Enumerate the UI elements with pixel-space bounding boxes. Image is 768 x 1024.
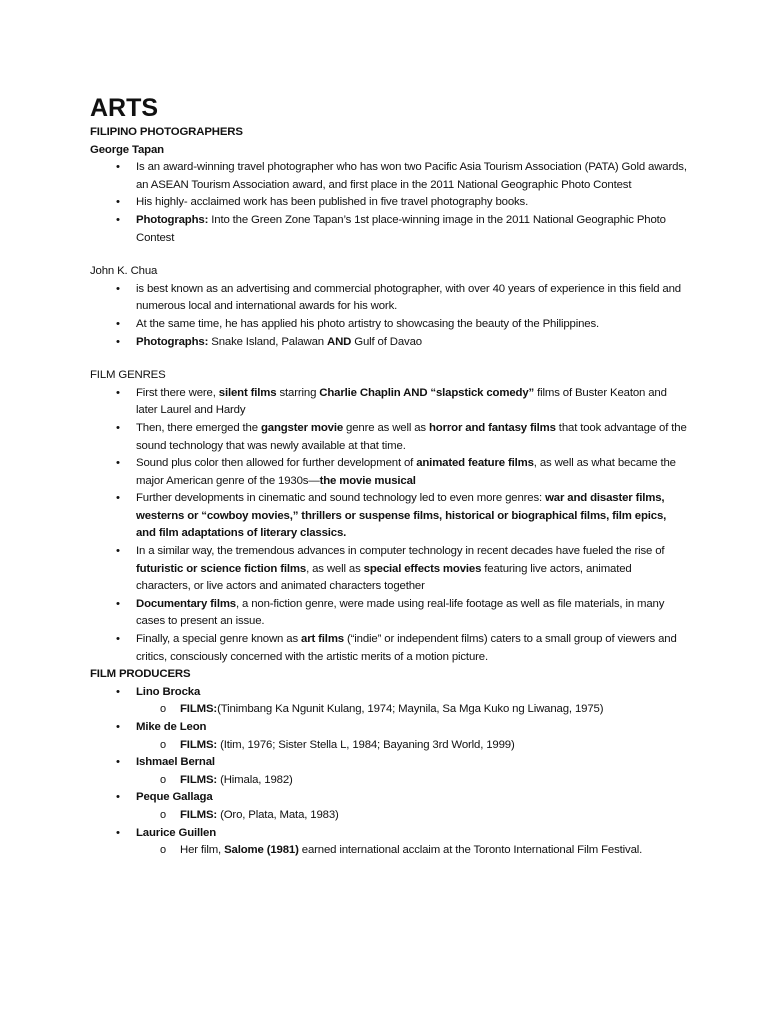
text-run: animated feature films bbox=[416, 457, 534, 470]
producer-name: Mike de Leon bbox=[136, 721, 207, 733]
producer-item bbox=[90, 719, 688, 737]
list-item: • Photographs: Into the Green Zone Tapan’s 1st place-winning image in the 2011 National Geographic Photo Contest bbox=[116, 213, 666, 244]
bullet-icon: • bbox=[116, 633, 120, 646]
text-run: FILMS: bbox=[180, 773, 218, 786]
text-run: art films bbox=[301, 633, 344, 646]
text-run: , as well as what became the major American genre of the 1930s— bbox=[136, 457, 676, 487]
text-run: Charlie Chaplin AND “slapstick comedy” bbox=[319, 386, 535, 399]
text-run: In a similar way, the tremendous advances in computer technology in recent decades have fueled the rise of bbox=[136, 545, 665, 558]
text-run: films of Buster Keaton and later Laurel and Hardy bbox=[136, 386, 667, 417]
list-item bbox=[90, 543, 688, 596]
producer-films bbox=[90, 807, 688, 825]
section-heading-photographers: FILIPINO PHOTOGRAPHERS bbox=[90, 126, 243, 138]
bullet-icon: • bbox=[116, 597, 120, 610]
text-run: Documentary films bbox=[136, 597, 236, 610]
section-heading-producers: FILM PRODUCERS bbox=[90, 668, 191, 681]
producer-films bbox=[90, 772, 688, 790]
bullet-icon: • bbox=[116, 721, 120, 733]
tapan-list bbox=[90, 159, 688, 247]
list-item bbox=[90, 596, 688, 631]
producer-item bbox=[90, 825, 688, 843]
genre-list bbox=[90, 385, 688, 667]
producer-item bbox=[90, 789, 688, 807]
bullet-icon: • bbox=[116, 317, 120, 330]
document-body bbox=[90, 92, 688, 860]
producer-item bbox=[90, 684, 688, 702]
list-item bbox=[90, 490, 688, 543]
text-run: Finally, a special genre known as bbox=[136, 633, 302, 646]
text-run: , a non-fiction genre, were made using real-life footage as well as file materials, in many cases to present an issue. bbox=[136, 597, 665, 628]
producer-films bbox=[90, 737, 688, 755]
bullet-icon: • bbox=[116, 335, 120, 348]
list-item: • is best known as an advertising and commercial photographer, with over 40 years of experience in this field and numerous local and international awards for his work. bbox=[116, 282, 681, 313]
text-run: First there were, bbox=[136, 386, 219, 399]
bullet-icon: o bbox=[160, 844, 166, 857]
list-item: • Photographs: Snake Island, Palawan AND Gulf of Davao bbox=[90, 334, 688, 352]
text-run: FILMS: bbox=[180, 808, 218, 821]
list-item: • At the same time, he has applied his photo artistry to showcasing the beauty of the Philippines. bbox=[90, 316, 688, 334]
page-title: ARTS bbox=[90, 94, 159, 122]
section-heading-genres: FILM GENRES bbox=[90, 369, 166, 382]
text-run: horror and fantasy films bbox=[429, 421, 556, 434]
bullet-icon: • bbox=[116, 685, 120, 698]
text-run: that took advantage of the sound technology that was newly available at that time. bbox=[136, 421, 687, 452]
bullet-icon: o bbox=[160, 703, 166, 716]
bullet-icon: • bbox=[116, 213, 120, 226]
producer-films bbox=[90, 701, 688, 719]
bullet-icon: • bbox=[116, 756, 120, 769]
bullet-icon: • bbox=[116, 282, 120, 295]
text-run: gangster movie bbox=[260, 421, 344, 434]
producer-films bbox=[90, 842, 688, 860]
bullet-icon: o bbox=[160, 738, 166, 751]
bullet-icon: • bbox=[116, 386, 120, 399]
text-run: genre as well as bbox=[343, 421, 429, 434]
producer-name: Laurice Guillen bbox=[136, 826, 217, 839]
bullet-icon: o bbox=[160, 808, 166, 821]
text-run: Her film, bbox=[180, 844, 225, 857]
bullet-icon: o bbox=[160, 773, 166, 786]
producer-name: Lino Brocka bbox=[136, 685, 201, 698]
text-run: FILMS: bbox=[180, 703, 218, 716]
bullet-icon: • bbox=[116, 161, 120, 174]
text-run: earned international acclaim at the Toronto International Film Festival. bbox=[298, 844, 643, 857]
text-run: Then, there emerged the bbox=[136, 421, 261, 434]
bullet-icon: • bbox=[116, 826, 120, 839]
photographer-name-chua: John K. Chua bbox=[90, 265, 158, 278]
list-item: • His highly- acclaimed work has been published in five travel photography books. bbox=[90, 194, 688, 212]
producer-list bbox=[90, 684, 688, 860]
list-item bbox=[90, 420, 688, 455]
bullet-icon: • bbox=[116, 492, 120, 505]
text-run: featuring live actors, animated characters, or live actors and animated characters together bbox=[136, 562, 632, 593]
photographer-name-tapan: George Tapan bbox=[90, 143, 164, 156]
text-run: (Itim, 1976; Sister Stella L, 1984; Bayaning 3rd World, 1999) bbox=[217, 738, 515, 751]
list-item bbox=[90, 385, 688, 420]
bullet-icon: • bbox=[116, 545, 120, 558]
text-run: Sound plus color then allowed for further development of bbox=[136, 457, 417, 470]
text-run: silent films bbox=[218, 386, 277, 399]
producer-item bbox=[90, 754, 688, 772]
producer-name: Peque Gallaga bbox=[136, 791, 213, 804]
chua-list bbox=[90, 281, 688, 351]
text-run: FILMS: bbox=[180, 738, 218, 751]
text-run: the movie musical bbox=[319, 474, 416, 487]
text-run: special effects movies bbox=[363, 562, 482, 575]
text-run: Further developments in cinematic and sound technology led to even more genres: bbox=[136, 492, 546, 505]
producer-name: Ishmael Bernal bbox=[136, 756, 215, 769]
bullet-icon: • bbox=[116, 457, 120, 470]
text-run: starring bbox=[276, 386, 320, 399]
text-run: war and disaster films, westerns or “cowboy movies,” thrillers or suspense films, historical or biographical films, film epics, and film adaptations of literary classics. bbox=[136, 492, 667, 540]
bullet-icon: • bbox=[116, 421, 120, 434]
text-run: futuristic or science fiction films bbox=[136, 562, 307, 575]
text-run: (Himala, 1982) bbox=[217, 773, 293, 786]
bullet-icon: • bbox=[116, 791, 120, 804]
list-item bbox=[90, 455, 688, 490]
text-run: , as well as bbox=[306, 562, 364, 575]
text-run: (“indie” or independent films) caters to a small group of viewers and critics, consciously concerned with the artistic merits of a motion picture. bbox=[136, 633, 677, 663]
text-run: (Tinimbang Ka Ngunit Kulang, 1974; Maynila, Sa Mga Kuko ng Liwanag, 1975) bbox=[217, 703, 604, 716]
list-item: • Is an award-winning travel photographer who has won two Pacific Asia Tourism Association (PATA) Gold awards, an ASEAN Tourism Association award, and first place in the 2011 National Geographic Photo Contest bbox=[116, 161, 687, 191]
bullet-icon: • bbox=[116, 196, 120, 209]
list-item bbox=[90, 631, 688, 666]
text-run: Salome (1981) bbox=[224, 844, 299, 857]
text-run: (Oro, Plata, Mata, 1983) bbox=[217, 808, 339, 821]
